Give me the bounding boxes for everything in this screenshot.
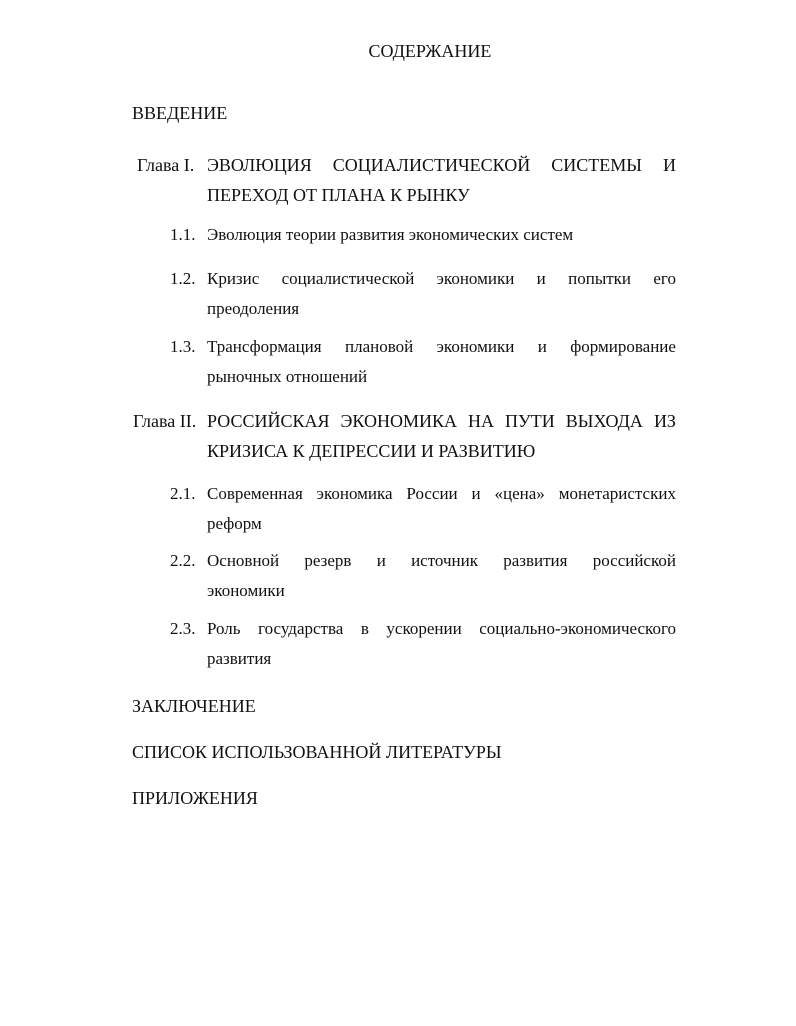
- chapter-1-title-line1: [207, 150, 676, 180]
- word: и: [536, 269, 546, 288]
- word: формирование: [570, 337, 676, 356]
- word: и: [537, 337, 547, 356]
- word: ПУТИ: [504, 411, 555, 431]
- word: его: [653, 269, 676, 288]
- word: социалистической: [281, 269, 415, 288]
- section-title: [207, 614, 676, 674]
- section-title-line1: [207, 264, 676, 294]
- word: монетаристских: [558, 484, 676, 503]
- toc-appendices: ПРИЛОЖЕНИЯ: [132, 788, 258, 808]
- section-title: [207, 220, 676, 250]
- section-title-line2: экономики: [207, 581, 285, 600]
- word: России: [406, 484, 458, 503]
- word: «цена»: [494, 484, 545, 503]
- section-title: [207, 479, 676, 539]
- section-title-line1: [207, 546, 676, 576]
- word: Основной: [207, 551, 280, 570]
- toc-bibliography: СПИСОК ИСПОЛЬЗОВАННОЙ ЛИТЕРАТУРЫ: [132, 742, 502, 762]
- word: ИЗ: [653, 411, 676, 431]
- word: и: [471, 484, 481, 503]
- chapter-2-title-line2: КРИЗИСА К ДЕПРЕССИИ И РАЗВИТИЮ: [207, 441, 536, 461]
- word: плановой: [345, 337, 414, 356]
- word: резерв: [304, 551, 352, 570]
- word: источник: [411, 551, 478, 570]
- toc-conclusion: ЗАКЛЮЧЕНИЕ: [132, 696, 256, 716]
- chapter-2-title: [207, 406, 676, 466]
- chapter-1-title-line2: ПЕРЕХОД ОТ ПЛАНА К РЫНКУ: [207, 185, 470, 205]
- word: экономики: [436, 337, 515, 356]
- word: СИСТЕМЫ: [551, 155, 642, 175]
- chapter-1-label: Глава I.: [137, 155, 195, 175]
- word: ЭКОНОМИКА: [340, 411, 457, 431]
- word: российской: [592, 551, 676, 570]
- word: РОССИЙСКАЯ: [207, 411, 330, 431]
- word: СОЦИАЛИСТИЧЕСКОЙ: [332, 155, 531, 175]
- word: развития: [503, 551, 568, 570]
- word: НА: [467, 411, 494, 431]
- word: Трансформация: [207, 337, 322, 356]
- section-title: [207, 264, 676, 324]
- word: И: [662, 155, 676, 175]
- section-number: 1.1.: [170, 225, 196, 244]
- word: в: [360, 619, 369, 638]
- section-number: 1.3.: [170, 337, 196, 356]
- word: попытки: [568, 269, 632, 288]
- word: экономики: [436, 269, 515, 288]
- section-title-line1: [207, 479, 676, 509]
- word: Роль: [207, 619, 241, 638]
- word: ВЫХОДА: [565, 411, 643, 431]
- word: ускорении: [386, 619, 462, 638]
- section-number: 2.1.: [170, 484, 196, 503]
- section-title-line1: [207, 332, 676, 362]
- section-title: [207, 546, 676, 606]
- chapter-1-title: [207, 150, 676, 210]
- chapter-2-label: Глава II.: [133, 411, 197, 431]
- page-title: СОДЕРЖАНИЕ: [368, 41, 492, 61]
- section-title-line2: развития: [207, 649, 272, 668]
- section-title-line2: рыночных отношений: [207, 367, 368, 386]
- word: социально-экономического: [479, 619, 676, 638]
- word: Кризис: [207, 269, 260, 288]
- toc-introduction: ВВЕДЕНИЕ: [132, 103, 228, 123]
- section-number: 2.2.: [170, 551, 196, 570]
- section-title-line1: Эволюция теории развития экономических систем: [207, 225, 574, 244]
- word: экономика: [316, 484, 393, 503]
- word: и: [376, 551, 386, 570]
- section-title-line2: преодоления: [207, 299, 300, 318]
- word: государства: [258, 619, 344, 638]
- section-title: [207, 332, 676, 392]
- word: Современная: [207, 484, 303, 503]
- section-number: 2.3.: [170, 619, 196, 638]
- section-number: 1.2.: [170, 269, 196, 288]
- section-title-line2: реформ: [207, 514, 262, 533]
- word: ЭВОЛЮЦИЯ: [207, 155, 312, 175]
- section-title-line1: [207, 614, 676, 644]
- chapter-2-title-line1: [207, 406, 676, 436]
